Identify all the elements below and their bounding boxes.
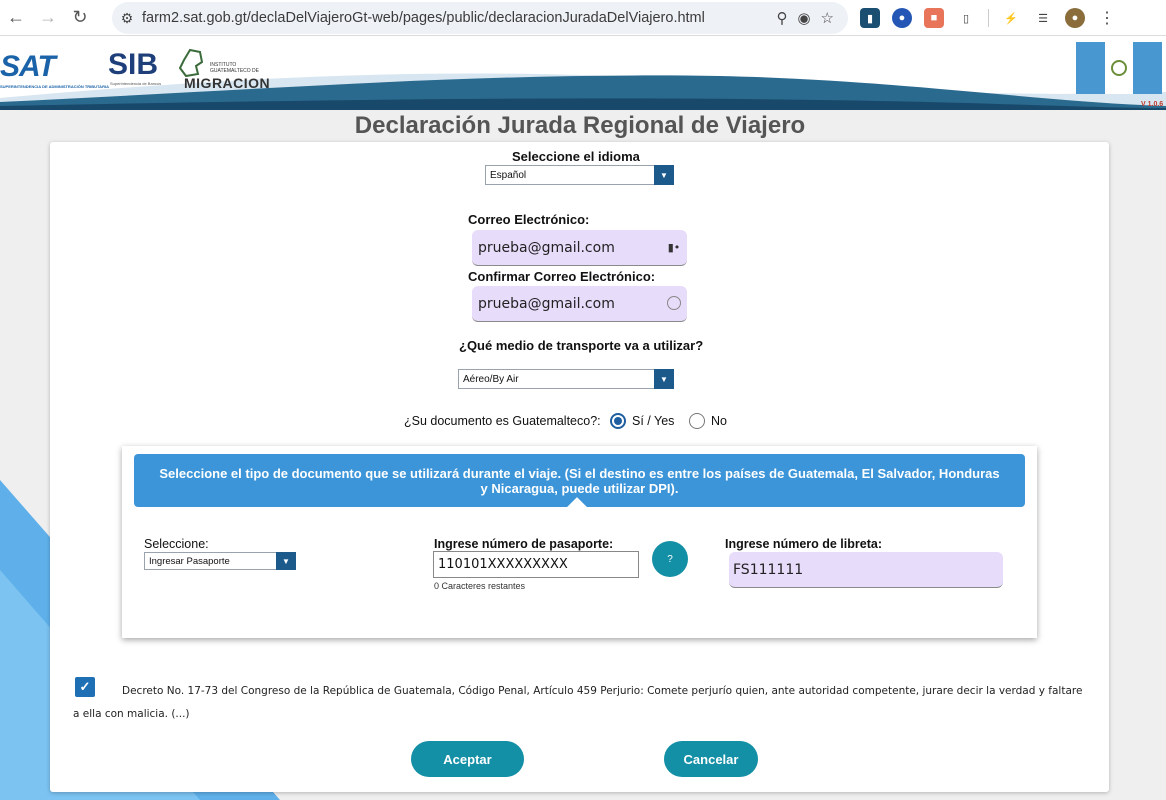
transport-label: ¿Qué medio de transporte va a utilizar? — [459, 338, 704, 353]
bookmark-star-icon[interactable]: ☆ — [820, 10, 834, 27]
page-title: Declaración Jurada Regional de Viajero — [354, 112, 806, 139]
profile-avatar-icon[interactable]: ● — [1065, 8, 1085, 28]
chars-remaining-text: 0 Caracteres restantes — [434, 581, 526, 591]
document-type-banner-text: Seleccione el tipo de documento que se utilizará durante el viaje. (Si el destino es entre los países de Guatemala, El Salvador, Honduras y Nicaragua, puede utilizar DPI). — [159, 466, 1000, 496]
url-text[interactable]: farm2.sat.gob.gt/declaDelViajeroGt-web/pages/public/declaracionJuradaDelViajero.html — [142, 10, 705, 26]
language-select[interactable] — [485, 165, 674, 185]
passport-label: Ingrese número de pasaporte: — [434, 537, 614, 551]
document-type-banner — [134, 454, 1025, 507]
document-type-panel — [122, 446, 1037, 638]
radio-no-label[interactable]: No — [711, 414, 727, 428]
toolbar-divider — [988, 9, 989, 27]
zoom-icon[interactable]: ⚲ — [776, 10, 788, 27]
accept-button[interactable]: Aceptar — [411, 741, 524, 777]
declaration-form — [50, 142, 1109, 792]
radio-no[interactable] — [689, 413, 705, 429]
email-label: Correo Electrónico: — [468, 212, 590, 227]
perjury-legal-text: Decreto No. 17-73 del Congreso de la República de Guatemala, Código Penal, Artículo 459 Perjurio: Comete perjurío quien, ante autoridad competente, jurare decir la verdad y faltare a ella con malicia. (...) — [73, 685, 1083, 720]
help-button[interactable]: ? — [652, 541, 688, 577]
cancel-button[interactable]: Cancelar — [664, 741, 758, 777]
extension-icon[interactable]: ■ — [924, 8, 944, 28]
perjury-agreement-checkbox[interactable]: ✓ — [75, 677, 95, 697]
language-label: Seleccione el idioma — [512, 149, 640, 164]
document-nationality-question: ¿Su documento es Guatemalteco?: — [404, 414, 601, 428]
back-icon[interactable]: ← — [7, 7, 25, 27]
menu-kebab-icon[interactable]: ⋮ — [1099, 10, 1115, 27]
extension-icon[interactable]: ▮ — [860, 8, 880, 28]
chevron-down-icon[interactable]: ▼ — [276, 552, 296, 570]
extensions-puzzle-icon[interactable]: ▯ — [962, 12, 970, 25]
site-info-icon[interactable]: ⚙ — [120, 9, 134, 26]
loading-circle-icon — [667, 296, 681, 310]
guatemala-map-icon — [176, 48, 206, 78]
site-header — [0, 36, 1166, 110]
passport-number-input[interactable] — [433, 551, 639, 578]
coat-of-arms-icon — [1111, 60, 1127, 76]
document-type-select-value: Ingresar Pasaporte — [149, 555, 230, 567]
document-type-label: Seleccione: — [144, 537, 209, 551]
migracion-logo: INSTITUTO GUATEMALTECO DE MIGRACION — [174, 48, 270, 94]
email-confirm-label: Confirmar Correo Electrónico: — [468, 269, 656, 284]
forward-icon[interactable]: → — [39, 7, 57, 27]
chevron-down-icon[interactable]: ▼ — [654, 369, 674, 389]
version-label: V 1.0.6 — [1141, 101, 1164, 108]
radio-yes[interactable] — [610, 413, 626, 429]
eye-off-icon[interactable]: ◉ — [797, 10, 811, 27]
passport-number-value: 110101XXXXXXXXX — [438, 557, 568, 572]
libreta-number-value: FS111111 — [733, 561, 804, 578]
password-manager-icon[interactable]: ▮• — [667, 240, 681, 254]
extension-icon[interactable]: ● — [892, 8, 912, 28]
libreta-number-input[interactable] — [729, 552, 1003, 588]
sib-logo: SIB Superintendencia de Bancos — [108, 48, 162, 86]
email-field-value: prueba@gmail.com — [478, 239, 615, 256]
transport-select-value: Aéreo/By Air — [463, 373, 519, 385]
email-field[interactable] — [472, 230, 687, 266]
performance-icon[interactable]: ⚡ — [1004, 12, 1018, 25]
document-type-select[interactable] — [144, 552, 296, 570]
language-select-value: Español — [490, 169, 527, 181]
banner-pointer — [567, 497, 587, 517]
address-bar[interactable] — [112, 2, 848, 34]
reload-icon[interactable]: ↻ — [72, 7, 88, 27]
guatemala-flag — [1076, 42, 1162, 94]
browser-toolbar — [0, 0, 1166, 36]
media-icon[interactable]: ☰ — [1038, 12, 1048, 25]
email-confirm-field[interactable] — [472, 286, 687, 322]
radio-yes-label[interactable]: Sí / Yes — [632, 414, 675, 428]
email-confirm-field-value: prueba@gmail.com — [478, 295, 615, 312]
libreta-label: Ingrese número de libreta: — [725, 537, 882, 551]
sat-logo: SAT SUPERINTENDENCIA DE ADMINISTRACIÓN TRIBUTARIA — [0, 50, 109, 89]
transport-select[interactable] — [458, 369, 674, 389]
chevron-down-icon[interactable]: ▼ — [654, 165, 674, 185]
